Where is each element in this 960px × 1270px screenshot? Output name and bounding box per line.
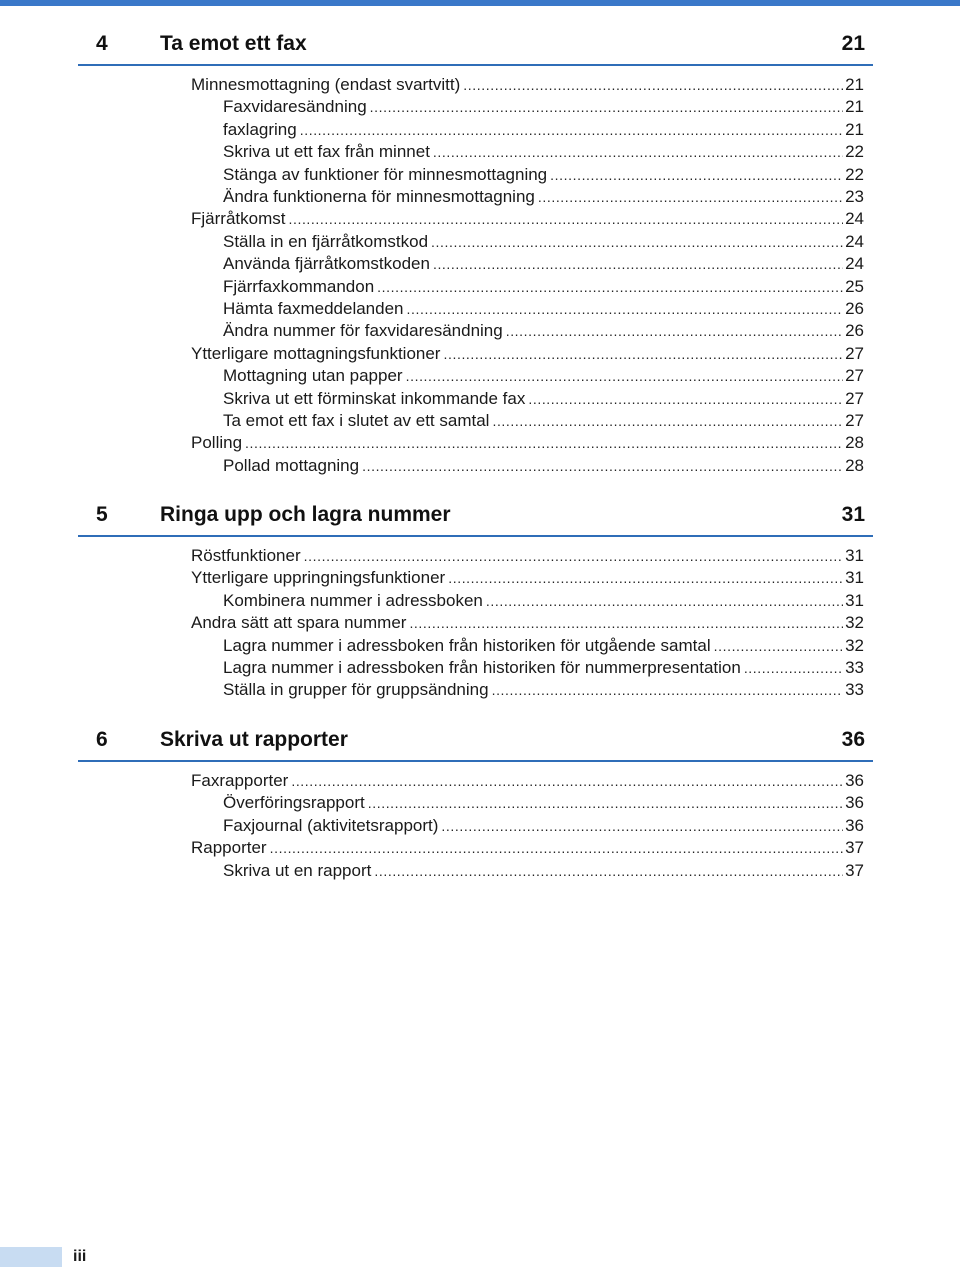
toc-entry-page-number: 37 — [845, 861, 864, 880]
chapter-number: 6 — [96, 728, 108, 751]
toc-entry-title: Faxrapporter — [191, 771, 289, 790]
chapter-heading[interactable] — [78, 499, 873, 537]
toc-entry-page-number: 32 — [845, 636, 864, 655]
toc-entry-title: Rapporter — [191, 838, 267, 857]
toc-entry-page-number: 27 — [845, 411, 864, 430]
toc-entry-page-number: 36 — [845, 793, 864, 812]
dot-leader — [374, 860, 843, 882]
chapter-heading[interactable] — [78, 28, 873, 66]
dot-leader — [291, 770, 843, 792]
dot-leader — [377, 276, 843, 298]
dot-leader — [492, 679, 844, 701]
toc-entry-title: Stänga av funktioner för minnesmottagning — [223, 165, 548, 184]
toc-entry-page-number: 24 — [845, 254, 864, 273]
dot-leader — [245, 432, 843, 454]
chapter-title: Skriva ut rapporter — [160, 728, 348, 751]
chapter-page-number: 31 — [841, 503, 865, 526]
toc-entry-title: Kombinera nummer i adressboken — [223, 591, 483, 610]
dot-leader — [714, 635, 843, 657]
toc-entry-page-number: 37 — [845, 838, 864, 857]
toc-entry[interactable] — [191, 567, 864, 589]
toc-entry[interactable] — [223, 860, 864, 882]
toc-entry-title: Ändra funktionerna för minnesmottagning — [223, 187, 535, 206]
toc-entry-title: Polling — [191, 433, 243, 452]
toc-entry[interactable] — [191, 343, 864, 365]
toc-entry[interactable] — [223, 276, 864, 298]
toc-entry-title: Faxvidaresändning — [223, 97, 367, 116]
toc-entry[interactable] — [223, 815, 864, 837]
dot-leader — [744, 657, 843, 679]
toc-entry-page-number: 28 — [845, 456, 864, 475]
toc-entry[interactable] — [223, 119, 864, 141]
toc-entry-page-number: 28 — [845, 433, 864, 452]
toc-entry-page-number: 21 — [845, 120, 864, 139]
toc-entry-title: Ställa in en fjärråtkomstkod — [223, 232, 429, 251]
chapter-number: 5 — [96, 503, 108, 526]
top-rule — [0, 0, 960, 6]
toc-entry-page-number: 33 — [845, 680, 864, 699]
dot-leader — [448, 567, 843, 589]
toc-entry-title: Lagra nummer i adressboken från historiken för utgående samtal — [223, 636, 711, 655]
toc-entry[interactable] — [223, 365, 864, 387]
toc-entry-title: Skriva ut en rapport — [223, 861, 372, 880]
toc-entry[interactable] — [223, 141, 864, 163]
dot-leader — [431, 231, 843, 253]
chapter-number: 4 — [96, 32, 108, 55]
toc-entry[interactable] — [223, 320, 864, 342]
toc-entry-title: Ytterligare mottagningsfunktioner — [191, 344, 441, 363]
toc-entry-page-number: 24 — [845, 209, 864, 228]
toc-entry-page-number: 31 — [845, 546, 864, 565]
dot-leader — [370, 96, 843, 118]
toc-entry[interactable] — [223, 96, 864, 118]
toc-entry-title: Faxjournal (aktivitetsrapport) — [223, 816, 439, 835]
dot-leader — [304, 545, 843, 567]
toc-entry[interactable] — [191, 612, 864, 634]
toc-entry-title: Lagra nummer i adressboken från historiken för nummerpresentation — [223, 658, 741, 677]
dot-leader — [538, 186, 843, 208]
toc-entry[interactable] — [191, 837, 864, 859]
toc-entry-page-number: 32 — [845, 613, 864, 632]
dot-leader — [300, 119, 843, 141]
toc-entry-title: Fjärråtkomst — [191, 209, 286, 228]
toc-entry[interactable] — [223, 590, 864, 612]
toc-entry-page-number: 26 — [845, 321, 864, 340]
chapter-heading[interactable] — [78, 724, 873, 762]
toc-entry[interactable] — [223, 792, 864, 814]
chapter-page-number: 36 — [841, 728, 865, 751]
dot-leader — [407, 298, 844, 320]
toc-entry[interactable] — [223, 164, 864, 186]
toc-entry-page-number: 24 — [845, 232, 864, 251]
toc-entry-page-number: 27 — [845, 344, 864, 363]
toc-entry-page-number: 22 — [845, 165, 864, 184]
dot-leader — [492, 410, 843, 432]
dot-leader — [550, 164, 843, 186]
toc-entry[interactable] — [191, 545, 864, 567]
chapter-title: Ta emot ett fax — [160, 32, 307, 55]
toc-entry-page-number: 21 — [845, 75, 864, 94]
toc-entry[interactable] — [223, 410, 864, 432]
toc-entry[interactable] — [223, 679, 864, 701]
toc-entry-page-number: 33 — [845, 658, 864, 677]
dot-leader — [288, 208, 843, 230]
toc-entry-title: Minnesmottagning (endast svartvitt) — [191, 75, 461, 94]
toc-entry-title: Fjärrfaxkommandon — [223, 277, 375, 296]
toc-entry-page-number: 22 — [845, 142, 864, 161]
toc-entry-title: Ställa in grupper för gruppsändning — [223, 680, 489, 699]
toc-entry[interactable] — [191, 770, 864, 792]
toc-entry[interactable] — [223, 635, 864, 657]
toc-entry-page-number: 36 — [845, 771, 864, 790]
toc-entry[interactable] — [191, 208, 864, 230]
toc-entry-title: Mottagning utan papper — [223, 366, 403, 385]
dot-leader — [406, 365, 843, 387]
toc-entry-title: faxlagring — [223, 120, 297, 139]
toc-entry-page-number: 26 — [845, 299, 864, 318]
toc-entry[interactable] — [191, 74, 864, 96]
toc-entry[interactable] — [223, 298, 864, 320]
toc-entry-title: Skriva ut ett fax från minnet — [223, 142, 430, 161]
toc-entry-page-number: 36 — [845, 816, 864, 835]
toc-entry[interactable] — [223, 253, 864, 275]
toc-entry[interactable] — [223, 455, 864, 477]
toc-entry-title: Ändra nummer för faxvidaresändning — [223, 321, 503, 340]
toc-entry-page-number: 25 — [845, 277, 864, 296]
dot-leader — [409, 612, 843, 634]
toc-entry-title: Andra sätt att spara nummer — [191, 613, 407, 632]
toc-entry-page-number: 21 — [845, 97, 864, 116]
toc-entry[interactable] — [223, 231, 864, 253]
toc-entry[interactable] — [223, 388, 864, 410]
toc-entry-page-number: 27 — [845, 366, 864, 385]
dot-leader — [433, 141, 843, 163]
toc-entry-title: Använda fjärråtkomstkoden — [223, 254, 430, 273]
toc-entry[interactable] — [223, 657, 864, 679]
toc-entry-title: Hämta faxmeddelanden — [223, 299, 404, 318]
toc-entry-title: Ta emot ett fax i slutet av ett samtal — [223, 411, 490, 430]
dot-leader — [528, 388, 843, 410]
dot-leader — [506, 320, 843, 342]
toc-entry-page-number: 27 — [845, 389, 864, 408]
dot-leader — [443, 343, 843, 365]
dot-leader — [441, 815, 843, 837]
dot-leader — [433, 253, 843, 275]
toc-entry-title: Pollad mottagning — [223, 456, 360, 475]
toc-entry-page-number: 31 — [845, 568, 864, 587]
toc-entry[interactable] — [191, 432, 864, 454]
chapter-page-number: 21 — [841, 32, 865, 55]
toc-entry-title: Röstfunktioner — [191, 546, 301, 565]
toc-entry-page-number: 23 — [845, 187, 864, 206]
dot-leader — [270, 837, 843, 859]
toc-entry-title: Överföringsrapport — [223, 793, 365, 812]
dot-leader — [362, 455, 843, 477]
chapter-title: Ringa upp och lagra nummer — [160, 503, 451, 526]
toc-entry-page-number: 31 — [845, 591, 864, 610]
dot-leader — [486, 590, 843, 612]
toc-entry[interactable] — [223, 186, 864, 208]
toc-entry-title: Skriva ut ett förminskat inkommande fax — [223, 389, 526, 408]
dot-leader — [463, 74, 843, 96]
dot-leader — [368, 792, 843, 814]
footer-page-number: iii — [73, 1248, 87, 1265]
toc-entry-title: Ytterligare uppringningsfunktioner — [191, 568, 446, 587]
footer-tab — [0, 1247, 62, 1267]
